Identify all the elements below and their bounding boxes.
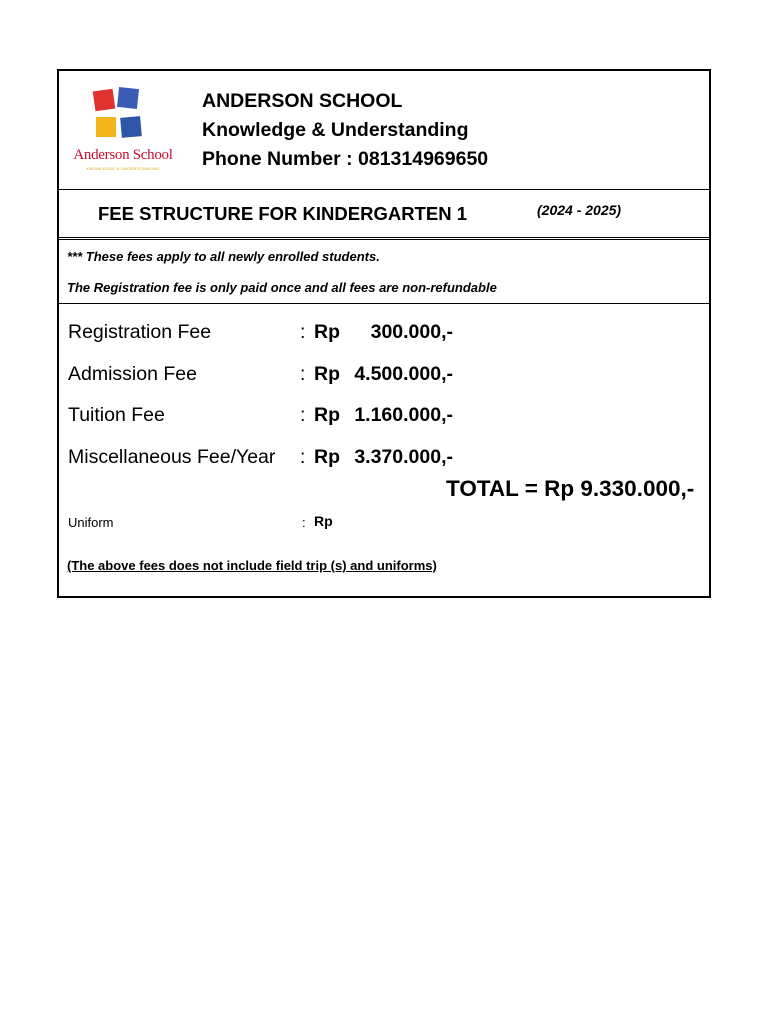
school-logo — [73, 87, 173, 177]
uniform-currency: Rp — [314, 513, 333, 529]
fee-currency: Rp — [314, 363, 340, 385]
note-new-students: *** These fees apply to all newly enrolled students. — [67, 249, 380, 264]
fee-colon: : — [300, 321, 306, 343]
page-title: FEE STRUCTURE FOR KINDERGARTEN 1 — [98, 203, 467, 224]
notes-section — [59, 241, 709, 304]
school-phone: Phone Number : 081314969650 — [202, 148, 489, 170]
logo-tagline: KNOWLEDGE & UNDERSTANDING — [86, 166, 160, 171]
fee-colon: : — [300, 446, 306, 468]
school-motto: Knowledge & Understanding — [202, 119, 469, 141]
fee-label: Tuition Fee — [68, 404, 165, 426]
fee-label: Registration Fee — [68, 321, 212, 343]
fee-colon: : — [300, 363, 306, 385]
school-name: ANDERSON SCHOOL — [202, 90, 403, 112]
fee-label: Miscellaneous Fee/Year — [68, 446, 276, 468]
logo-square-navy — [120, 116, 142, 138]
fee-currency: Rp — [314, 321, 340, 343]
note-registration: The Registration fee is only paid once and all fees are non-refundable — [67, 280, 497, 295]
title-row — [59, 190, 709, 240]
academic-year: (2024 - 2025) — [537, 202, 622, 218]
fee-amount: 300.000,- — [370, 321, 453, 343]
fee-label: Admission Fee — [68, 363, 197, 385]
fee-currency: Rp — [314, 404, 340, 426]
uniform-label: Uniform — [68, 515, 114, 530]
fee-amount: 4.500.000,- — [354, 363, 453, 385]
fee-currency: Rp — [314, 446, 340, 468]
uniform-colon: : — [302, 515, 306, 530]
header — [59, 71, 709, 190]
school-info — [202, 87, 488, 174]
total-amount: TOTAL = Rp 9.330.000,- — [446, 476, 695, 501]
logo-square-red — [93, 89, 116, 112]
logo-square-yellow — [96, 117, 116, 137]
logo-square-blue — [117, 87, 139, 109]
footnote: (The above fees does not include field trip (s) and uniforms) — [67, 558, 437, 573]
fee-amount: 1.160.000,- — [354, 404, 453, 426]
fee-sheet — [57, 69, 711, 598]
logo-name: Anderson School — [73, 147, 173, 163]
fee-amount: 3.370.000,- — [354, 446, 453, 468]
fee-colon: : — [300, 404, 306, 426]
